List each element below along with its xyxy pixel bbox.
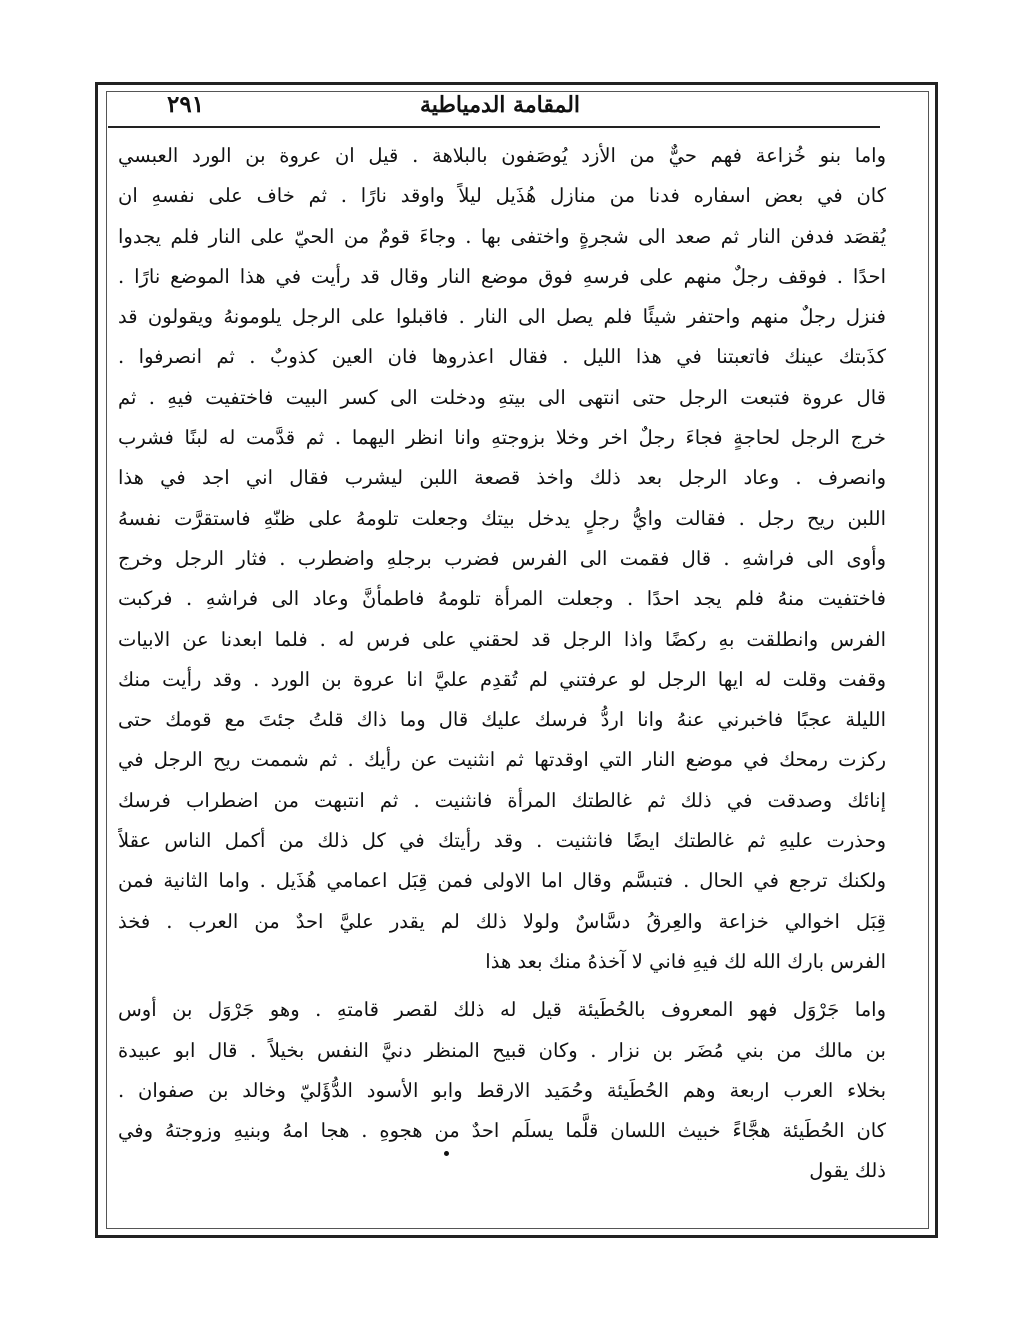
page-number: ٢٩١	[167, 91, 205, 118]
text-line: كان في بعض اسفاره فدنا من منازل هُذَيل ليلاً واوقد نارًا . ثم خاف على نفسهِ ان	[118, 184, 886, 208]
text-line: احدًا . فوقف رجلٌ منهم على فرسهِ فوق موضع النار وقال قد رأيت في هذا الموضع نارًا .	[118, 264, 886, 288]
text-line: وأوى الى فراشهِ . قال فقمت الى الفرس فضرب برجلهِ واضطرب . فثار الرجل وخرج	[118, 546, 886, 570]
text-line: الليلة عجبًا فاخبرني عنهُ وانا اردُّ فرسك عليك قال وما ذاك قلتُ جئتَ مع قومك حتى	[118, 708, 886, 732]
paragraph-2	[118, 990, 886, 1191]
text-line: بن مالك من بني مُضَر بن نزار . وكان قبيح المنظر دنيَّ النفس بخيلاً . قال ابو عبيدة	[118, 1038, 886, 1062]
text-line: قال عروة فتبعت الرجل حتى انتهى الى بيتهِ ودخلت الى كسر البيت فاختفيت فيهِ . ثم	[118, 385, 886, 409]
text-line: الفرس بارك الله لك فيهِ فاني لا آخذهُ منك بعد هذا	[485, 949, 886, 973]
running-title: المقامة الدمياطية	[419, 92, 581, 118]
paragraph-gap	[118, 982, 886, 990]
text-line: واما بنو خُزاعة فهم حيٌّ من الأزد يُوصَفون بالبلاهة . قيل ان عروة بن الورد العبسي	[118, 144, 886, 167]
text-line: وقفت وقلت له ايها الرجل لو عرفتني لم تُقدِم عليَّ انا عروة بن الورد . وقد رأيت منك	[118, 667, 886, 691]
text-line: فنزل رجلٌ منهم واحتفر شيئًا فلم يصل الى النار . فاقبلوا على الرجل يلومونهُ ويقولون قد	[118, 305, 886, 329]
text-line: الفرس وانطلقت بهِ ركضًا واذا الرجل قد لحقني على فرس له . فلما ابعدنا عن الابيات	[118, 627, 886, 651]
paragraph-1	[118, 136, 886, 982]
text-line: ركزت رمحك في موضع النار التي اوقدتها ثم انثنيت عن رأيك . ثم شممت ريح الرجل في	[118, 748, 886, 772]
text-line: قِبَل اخوالي خزاعة والعِرقُ دسَّاسٌ ولولا ذلك لم يقدر عليَّ احدٌ من العرب . فخذ	[118, 909, 886, 933]
header-rule	[108, 126, 880, 128]
page-header	[115, 88, 885, 122]
text-line: ولكنك ترجع في الحال . فتبسَّم وقال اما الاولى فمن قِبَل اعمامي هُذَيل . واما الثانية فمن	[118, 869, 886, 893]
text-line: خرج الرجل لحاجةٍ فجاءَ رجلٌ اخر وخلا بزوجتهِ وانا انظر اليهما . ثم قدَّمت له لبنًا فشرب	[118, 426, 886, 450]
ink-dot	[444, 1151, 449, 1156]
text-line: ذلك يقول	[809, 1159, 886, 1183]
text-line: وحذرت عليهِ ثم غالطتك ايضًا فانثنيت . وقد رأيتك في كل ذلك من أكمل الناس عقلاً	[118, 829, 886, 853]
text-line: كذَبتك عينك فاتعبتنا في هذا الليل . فقال اعذروها فان العين كذوبٌ . ثم انصرفوا .	[118, 345, 886, 369]
text-line: كان الحُطَيئة هجَّاءً خبيث اللسان قلَّما يسلَم احدٌ من هجوهِ . هجا امهُ وبنيهِ وزوجتهُ وفي	[118, 1119, 886, 1143]
text-line: وانصرف . وعاد الرجل بعد ذلك واخذ قصعة اللبن ليشرب فقال اني اجد في هذا	[118, 466, 886, 490]
text-line: إنائك وصدقت في ذلك ثم غالطتك المرأة فانثنيت . ثم انتبهت من اضطراب فرسك	[118, 788, 886, 812]
text-line: واما جَرْوَل فهو المعروف بالحُطَيئة قيل له ذلك لقصر قامتهِ . وهو جَرْوَل بن أوس	[118, 998, 886, 1022]
text-line: اللبن ريح رجل . فقالت وايُّ رجلٍ يدخل بيتك وجعلت تلومهُ على ظنّهِ فاستقرَّت نفسهُ	[118, 506, 886, 530]
text-line: بخلاء العرب اربعة وهم الحُطَيئة وحُمَيد الارقط وابو الأسود الدُّؤَليّ وخالد بن صفوان .	[118, 1078, 886, 1102]
text-body	[118, 136, 886, 1192]
text-line: يُقصَد فدفن النار ثم صعد الى شجرةٍ واختفى بها . وجاءَ قومٌ من الحيّ على النار فلم يجدوا	[118, 224, 886, 248]
text-line: فاختفيت منهُ فلم يجد احدًا . وجعلت المرأة تلومهُ فاطمأنَّ وعاد الى فراشهِ . فركبت	[118, 587, 886, 611]
